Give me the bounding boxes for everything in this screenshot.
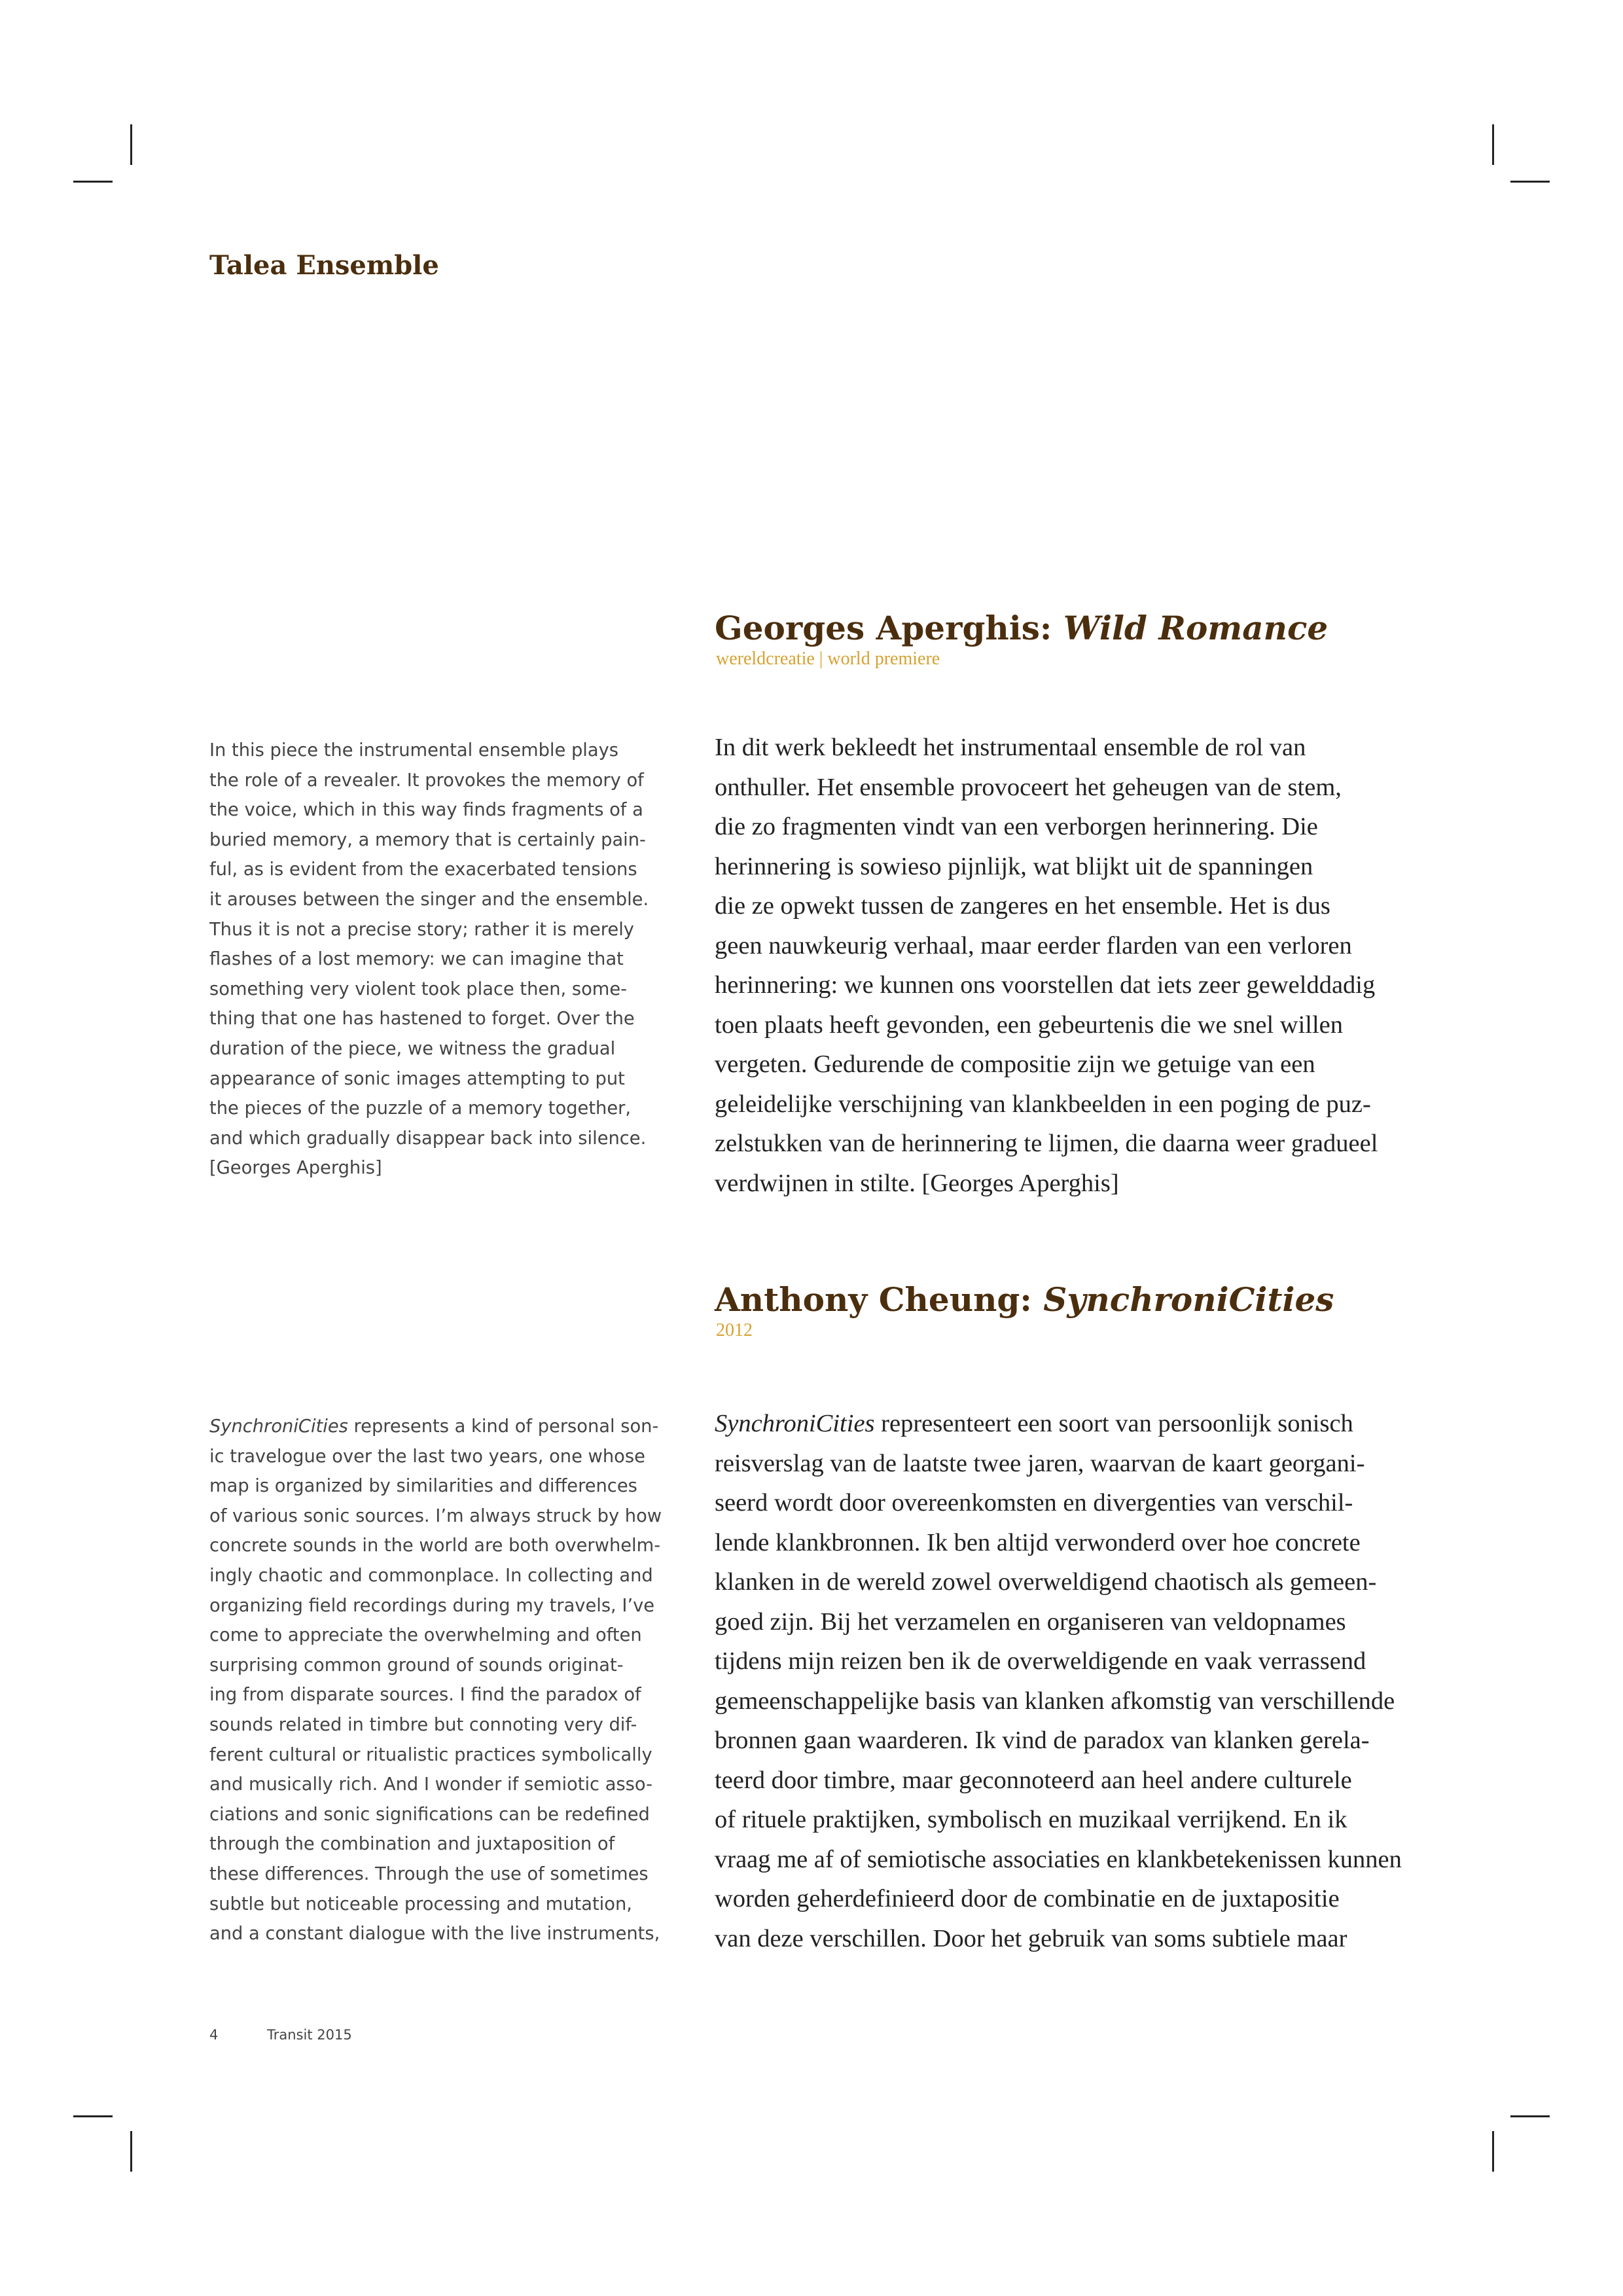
- piece-heading-aperghis: [715, 610, 1328, 670]
- text-line: vraag me af of semiotische associaties en klankbetekenissen kunnen: [715, 1845, 1402, 1873]
- text-line: geen nauwkeurig verhaal, maar eerder flarden van een verloren: [715, 931, 1352, 960]
- text-line: ciations and sonic significations can be redefined: [209, 1804, 650, 1825]
- work-title: Wild Romance: [1063, 609, 1329, 647]
- piece-title: [715, 1282, 1334, 1318]
- dutch-text-cheung: [715, 1404, 1408, 1958]
- text-line: appearance of sonic images attempting to put: [209, 1068, 625, 1089]
- text-line: and which gradually disappear back into silence.: [209, 1128, 647, 1149]
- page-footer: [209, 2027, 352, 2043]
- text-line: come to appreciate the overwhelming and often: [209, 1625, 642, 1646]
- text-line: Thus it is not a precise story; rather it is merely: [209, 919, 634, 940]
- text-line: die ze opwekt tussen de zangeres en het ensemble. Het is dus: [715, 892, 1330, 920]
- text-line: die zo fragmenten vindt van een verborgen herinnering. Die: [715, 813, 1318, 840]
- text-line: organizing field recordings during my travels, I’ve: [209, 1595, 655, 1616]
- text-line: concrete sounds in the world are both overwhelm-: [209, 1535, 661, 1556]
- work-title-inline: SynchroniCities: [715, 1410, 875, 1437]
- crop-mark-top-left-horizontal: [73, 181, 113, 183]
- text-line: of various sonic sources. I’m always struck by how: [209, 1505, 662, 1526]
- piece-subtitle: 2012: [716, 1320, 753, 1340]
- text-line: lende klankbronnen. Ik ben altijd verwonderd over hoe concrete: [715, 1528, 1361, 1556]
- text-line: and a constant dialogue with the live instruments,: [209, 1924, 660, 1945]
- text-line: gemeenschappelijke basis van klanken afkomstig van verschillende: [715, 1687, 1395, 1715]
- text-line: it arouses between the singer and the ensemble.: [209, 889, 649, 910]
- text-line: ingly chaotic and commonplace. In collecting and: [209, 1565, 653, 1586]
- piece-subtitle: wereldcreatie | world premiere: [716, 649, 940, 669]
- text-line: herinnering is sowieso pijnlijk, wat blijkt uit de spanningen: [715, 852, 1313, 880]
- text-line: teerd door timbre, maar geconnoteerd aan heel andere culturele: [715, 1766, 1352, 1794]
- crop-mark-bottom-right-horizontal: [1510, 2115, 1550, 2117]
- text-line: something very violent took place then, some-: [209, 978, 628, 999]
- text-line: ferent cultural or ritualistic practices symbolically: [209, 1744, 652, 1765]
- text-line: sounds related in timbre but connoting very dif-: [209, 1714, 637, 1735]
- crop-mark-bottom-right-vertical: [1492, 2131, 1494, 2172]
- text-line: onthuller. Het ensemble provoceert het geheugen van de stem,: [715, 773, 1342, 801]
- text-line: through the combination and juxtaposition of: [209, 1834, 615, 1855]
- text-line: [Georges Aperghis]: [209, 1158, 382, 1179]
- crop-mark-top-left-vertical: [130, 124, 132, 165]
- publication-name: Transit 2015: [267, 2027, 352, 2043]
- piece-heading-cheung: [715, 1282, 1334, 1341]
- composer-name: Anthony Cheung:: [715, 1280, 1044, 1319]
- text-line: reisverslag van de laatste twee jaren, waarvan de kaart georgani-: [715, 1449, 1365, 1477]
- text-line: In dit werk bekleedt het instrumentaal ensemble de rol van: [715, 734, 1306, 761]
- text-line: of rituele praktijken, symbolisch en muzikaal verrijkend. En ik: [715, 1806, 1347, 1833]
- text-line: flashes of a lost memory: we can imagine that: [209, 949, 624, 970]
- text-line: herinnering: we kunnen ons voorstellen dat iets zeer gewelddadig: [715, 971, 1376, 999]
- text-line: and musically rich. And I wonder if semiotic asso-: [209, 1774, 652, 1795]
- crop-mark-bottom-left-horizontal: [73, 2115, 113, 2117]
- text-line: [209, 1412, 661, 1442]
- text-line: surprising common ground of sounds originat-: [209, 1655, 624, 1676]
- english-text-aperghis: [209, 736, 661, 1183]
- text-line: [715, 1404, 1408, 1444]
- text-fragment: represents a kind of personal son-: [348, 1416, 659, 1437]
- crop-mark-top-right-horizontal: [1510, 181, 1550, 183]
- text-line: thing that one has hastened to forget. Over the: [209, 1009, 635, 1030]
- text-line: these differences. Through the use of sometimes: [209, 1863, 649, 1884]
- text-line: vergeten. Gedurende de compositie zijn we getuige van een: [715, 1050, 1315, 1078]
- text-line: the voice, which in this way finds fragments of a: [209, 800, 643, 821]
- text-line: ing from disparate sources. I find the paradox of: [209, 1685, 641, 1706]
- crop-mark-bottom-left-vertical: [130, 2131, 132, 2172]
- text-line: tijdens mijn reizen ben ik de overweldigende en vaak verrassend: [715, 1647, 1366, 1675]
- section-title: Talea Ensemble: [209, 250, 439, 281]
- text-line: klanken in de wereld zowel overweldigend chaotisch als gemeen-: [715, 1568, 1377, 1596]
- text-line: zelstukken van de herinnering te lijmen, die daarna weer gradueel: [715, 1130, 1378, 1157]
- text-fragment: representeert een soort van persoonlijk sonisch: [874, 1410, 1353, 1437]
- text-line: the pieces of the puzzle of a memory together,: [209, 1098, 632, 1119]
- work-title: SynchroniCities: [1043, 1280, 1334, 1319]
- text-line: toen plaats heeft gevonden, een gebeurtenis die we snel willen: [715, 1011, 1344, 1039]
- text-line: worden geherdefinieerd door de combinatie en de juxtapositie: [715, 1885, 1340, 1912]
- text-line: goed zijn. Bij het verzamelen en organiseren van veldopnames: [715, 1607, 1346, 1636]
- text-line: bronnen gaan waarderen. Ik vind de paradox van klanken gerela-: [715, 1727, 1370, 1754]
- text-line: verdwijnen in stilte. [Georges Aperghis]: [715, 1169, 1119, 1197]
- text-line: geleidelijke verschijning van klankbeelden in een poging de puz-: [715, 1090, 1371, 1118]
- text-line: the role of a revealer. It provokes the memory of: [209, 770, 644, 791]
- composer-name: Georges Aperghis:: [715, 609, 1063, 647]
- text-line: subtle but noticeable processing and mutation,: [209, 1893, 632, 1914]
- text-line: seerd wordt door overeenkomsten en divergenties van verschil-: [715, 1489, 1353, 1516]
- text-line: ic travelogue over the last two years, one whose: [209, 1446, 645, 1467]
- piece-title: [715, 610, 1328, 646]
- text-line: van deze verschillen. Door het gebruik van soms subtiele maar: [715, 1924, 1347, 1952]
- work-title-inline: SynchroniCities: [209, 1416, 348, 1437]
- crop-mark-top-right-vertical: [1492, 124, 1494, 165]
- dutch-text-aperghis: [715, 728, 1408, 1203]
- text-line: buried memory, a memory that is certainly pain-: [209, 829, 646, 850]
- text-line: duration of the piece, we witness the gradual: [209, 1038, 616, 1059]
- page-number: 4: [209, 2027, 219, 2043]
- text-line: ful, as is evident from the exacerbated tensions: [209, 859, 637, 880]
- text-line: In this piece the instrumental ensemble plays: [209, 740, 618, 761]
- text-line: map is organized by similarities and differences: [209, 1476, 637, 1497]
- english-text-cheung: [209, 1412, 661, 1949]
